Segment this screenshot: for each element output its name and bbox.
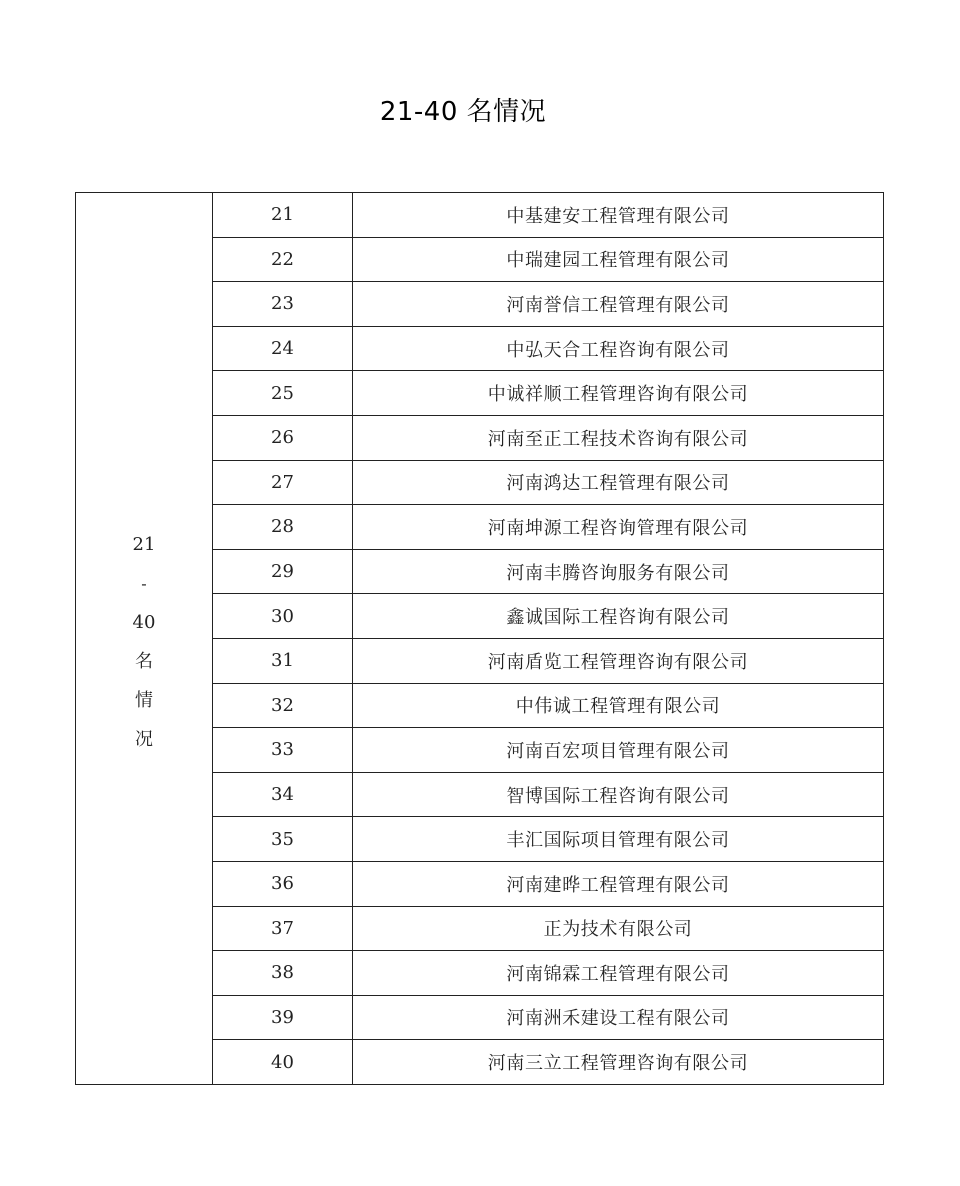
rank-cell: 30 bbox=[213, 594, 353, 639]
rank-cell: 23 bbox=[213, 282, 353, 327]
page-title: 21-40 名情况 bbox=[379, 97, 547, 127]
group-label-line: 名 bbox=[135, 651, 153, 673]
rank-cell: 40 bbox=[213, 1040, 353, 1085]
rank-cell: 37 bbox=[213, 906, 353, 951]
company-name-cell: 河南洲禾建设工程有限公司 bbox=[353, 995, 884, 1040]
group-label-line: - bbox=[141, 574, 147, 594]
company-name-cell: 河南百宏项目管理有限公司 bbox=[353, 728, 884, 773]
company-name-cell: 中弘天合工程咨询有限公司 bbox=[353, 326, 884, 371]
rank-cell: 22 bbox=[213, 237, 353, 282]
rank-cell: 35 bbox=[213, 817, 353, 862]
rank-cell: 21 bbox=[213, 193, 353, 238]
table-row bbox=[76, 193, 884, 238]
company-name-cell: 中伟诚工程管理有限公司 bbox=[353, 683, 884, 728]
company-name-cell: 河南鸿达工程管理有限公司 bbox=[353, 460, 884, 505]
rank-cell: 33 bbox=[213, 728, 353, 773]
company-name-cell: 中诚祥顺工程管理咨询有限公司 bbox=[353, 371, 884, 416]
company-name-cell: 丰汇国际项目管理有限公司 bbox=[353, 817, 884, 862]
rank-cell: 26 bbox=[213, 415, 353, 460]
rank-cell: 31 bbox=[213, 638, 353, 683]
rank-cell: 25 bbox=[213, 371, 353, 416]
rank-cell: 29 bbox=[213, 549, 353, 594]
company-name-cell: 智博国际工程咨询有限公司 bbox=[353, 772, 884, 817]
company-name-cell: 河南三立工程管理咨询有限公司 bbox=[353, 1040, 884, 1085]
ranking-table-body bbox=[76, 193, 884, 1085]
rank-cell: 38 bbox=[213, 951, 353, 996]
rank-cell: 34 bbox=[213, 772, 353, 817]
company-name-cell: 河南盾览工程管理咨询有限公司 bbox=[353, 638, 884, 683]
group-label-cell bbox=[76, 193, 213, 1085]
rank-cell: 39 bbox=[213, 995, 353, 1040]
rank-cell: 36 bbox=[213, 861, 353, 906]
rank-cell: 32 bbox=[213, 683, 353, 728]
company-name-cell: 中基建安工程管理有限公司 bbox=[353, 193, 884, 238]
company-name-cell: 河南丰腾咨询服务有限公司 bbox=[353, 549, 884, 594]
rank-cell: 24 bbox=[213, 326, 353, 371]
company-name-cell: 中瑞建园工程管理有限公司 bbox=[353, 237, 884, 282]
group-label-line: 40 bbox=[132, 612, 156, 634]
company-name-cell: 河南誉信工程管理有限公司 bbox=[353, 282, 884, 327]
company-name-cell: 河南坤源工程咨询管理有限公司 bbox=[353, 505, 884, 550]
rank-cell: 28 bbox=[213, 505, 353, 550]
company-name-cell: 河南建晔工程管理有限公司 bbox=[353, 861, 884, 906]
company-name-cell: 鑫诚国际工程咨询有限公司 bbox=[353, 594, 884, 639]
group-label-line: 况 bbox=[135, 729, 153, 751]
rank-cell: 27 bbox=[213, 460, 353, 505]
company-name-cell: 正为技术有限公司 bbox=[353, 906, 884, 951]
company-name-cell: 河南锦霖工程管理有限公司 bbox=[353, 951, 884, 996]
group-label-line: 情 bbox=[135, 690, 153, 712]
group-label-line: 21 bbox=[132, 534, 156, 556]
ranking-table bbox=[75, 192, 884, 1085]
company-name-cell: 河南至正工程技术咨询有限公司 bbox=[353, 415, 884, 460]
